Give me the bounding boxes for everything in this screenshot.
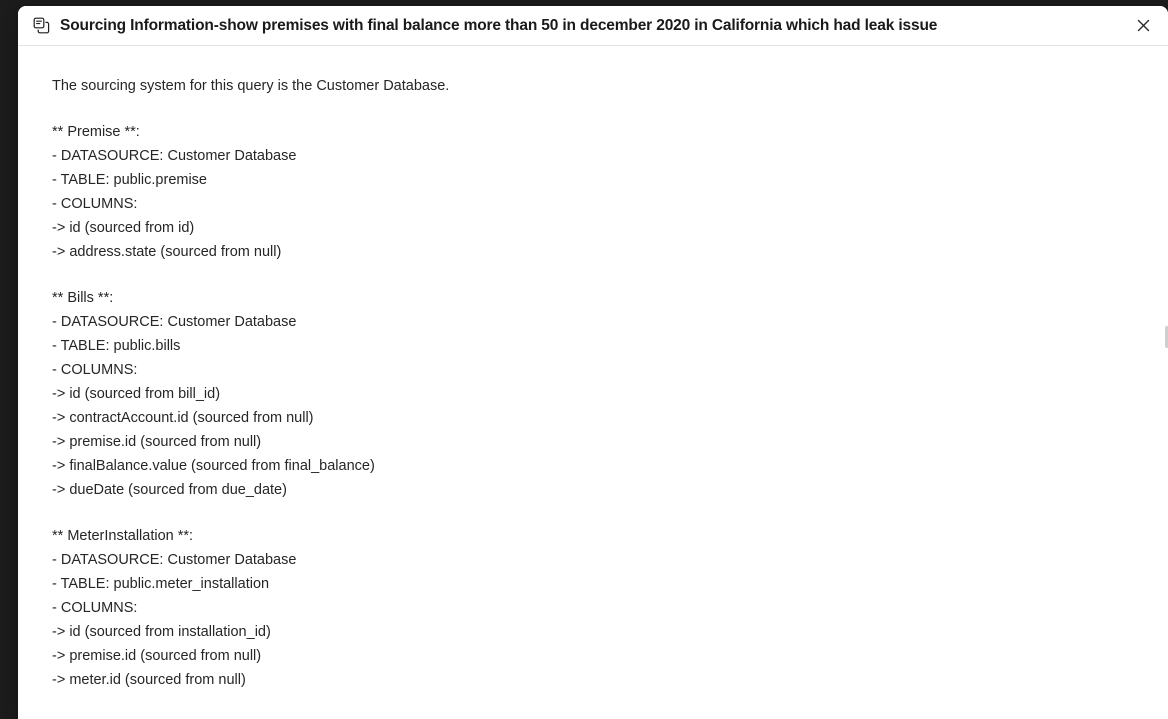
section-title: ** Bills **: bbox=[52, 290, 114, 306]
section-premise bbox=[52, 120, 1134, 264]
section-line: - TABLE: public.meter_installation bbox=[52, 576, 270, 592]
section-line: -> id (sourced from id) bbox=[52, 220, 195, 236]
intro-text: The sourcing system for this query is the Customer Database. bbox=[52, 78, 450, 94]
section-line: -> premise.id (sourced from null) bbox=[52, 434, 262, 450]
dialog-body bbox=[18, 46, 1168, 719]
section-line: -> premise.id (sourced from null) bbox=[52, 648, 262, 664]
sourcing-copy-icon bbox=[32, 17, 50, 35]
close-icon[interactable] bbox=[1130, 13, 1156, 39]
section-line: -> contractAccount.id (sourced from null) bbox=[52, 410, 314, 426]
section-line: - COLUMNS: bbox=[52, 196, 138, 212]
section-line: - DATASOURCE: Customer Database bbox=[52, 314, 297, 330]
section-line: - TABLE: public.bills bbox=[52, 338, 181, 354]
section-line: -> dueDate (sourced from due_date) bbox=[52, 482, 287, 498]
section-line: -> finalBalance.value (sourced from final_balance) bbox=[52, 458, 375, 474]
section-line: -> id (sourced from installation_id) bbox=[52, 624, 271, 640]
section-line: - COLUMNS: bbox=[52, 600, 138, 616]
section-title: ** MeterInstallation **: bbox=[52, 528, 194, 544]
section-line: -> meter.id (sourced from null) bbox=[52, 672, 246, 688]
section-bills bbox=[52, 286, 1134, 502]
section-line: - COLUMNS: bbox=[52, 362, 138, 378]
section-line: - DATASOURCE: Customer Database bbox=[52, 148, 297, 164]
sourcing-information-dialog bbox=[18, 6, 1168, 719]
section-line: - DATASOURCE: Customer Database bbox=[52, 552, 297, 568]
dialog-title: Sourcing Information-show premises with final balance more than 50 in december 2020 in California which had leak issue bbox=[60, 16, 938, 34]
section-line: -> address.state (sourced from null) bbox=[52, 244, 282, 260]
dialog-header bbox=[18, 6, 1168, 46]
section-line: -> id (sourced from bill_id) bbox=[52, 386, 221, 402]
section-meter-installation bbox=[52, 524, 1134, 692]
section-title: ** Premise **: bbox=[52, 124, 140, 140]
section-line: - TABLE: public.premise bbox=[52, 172, 207, 188]
